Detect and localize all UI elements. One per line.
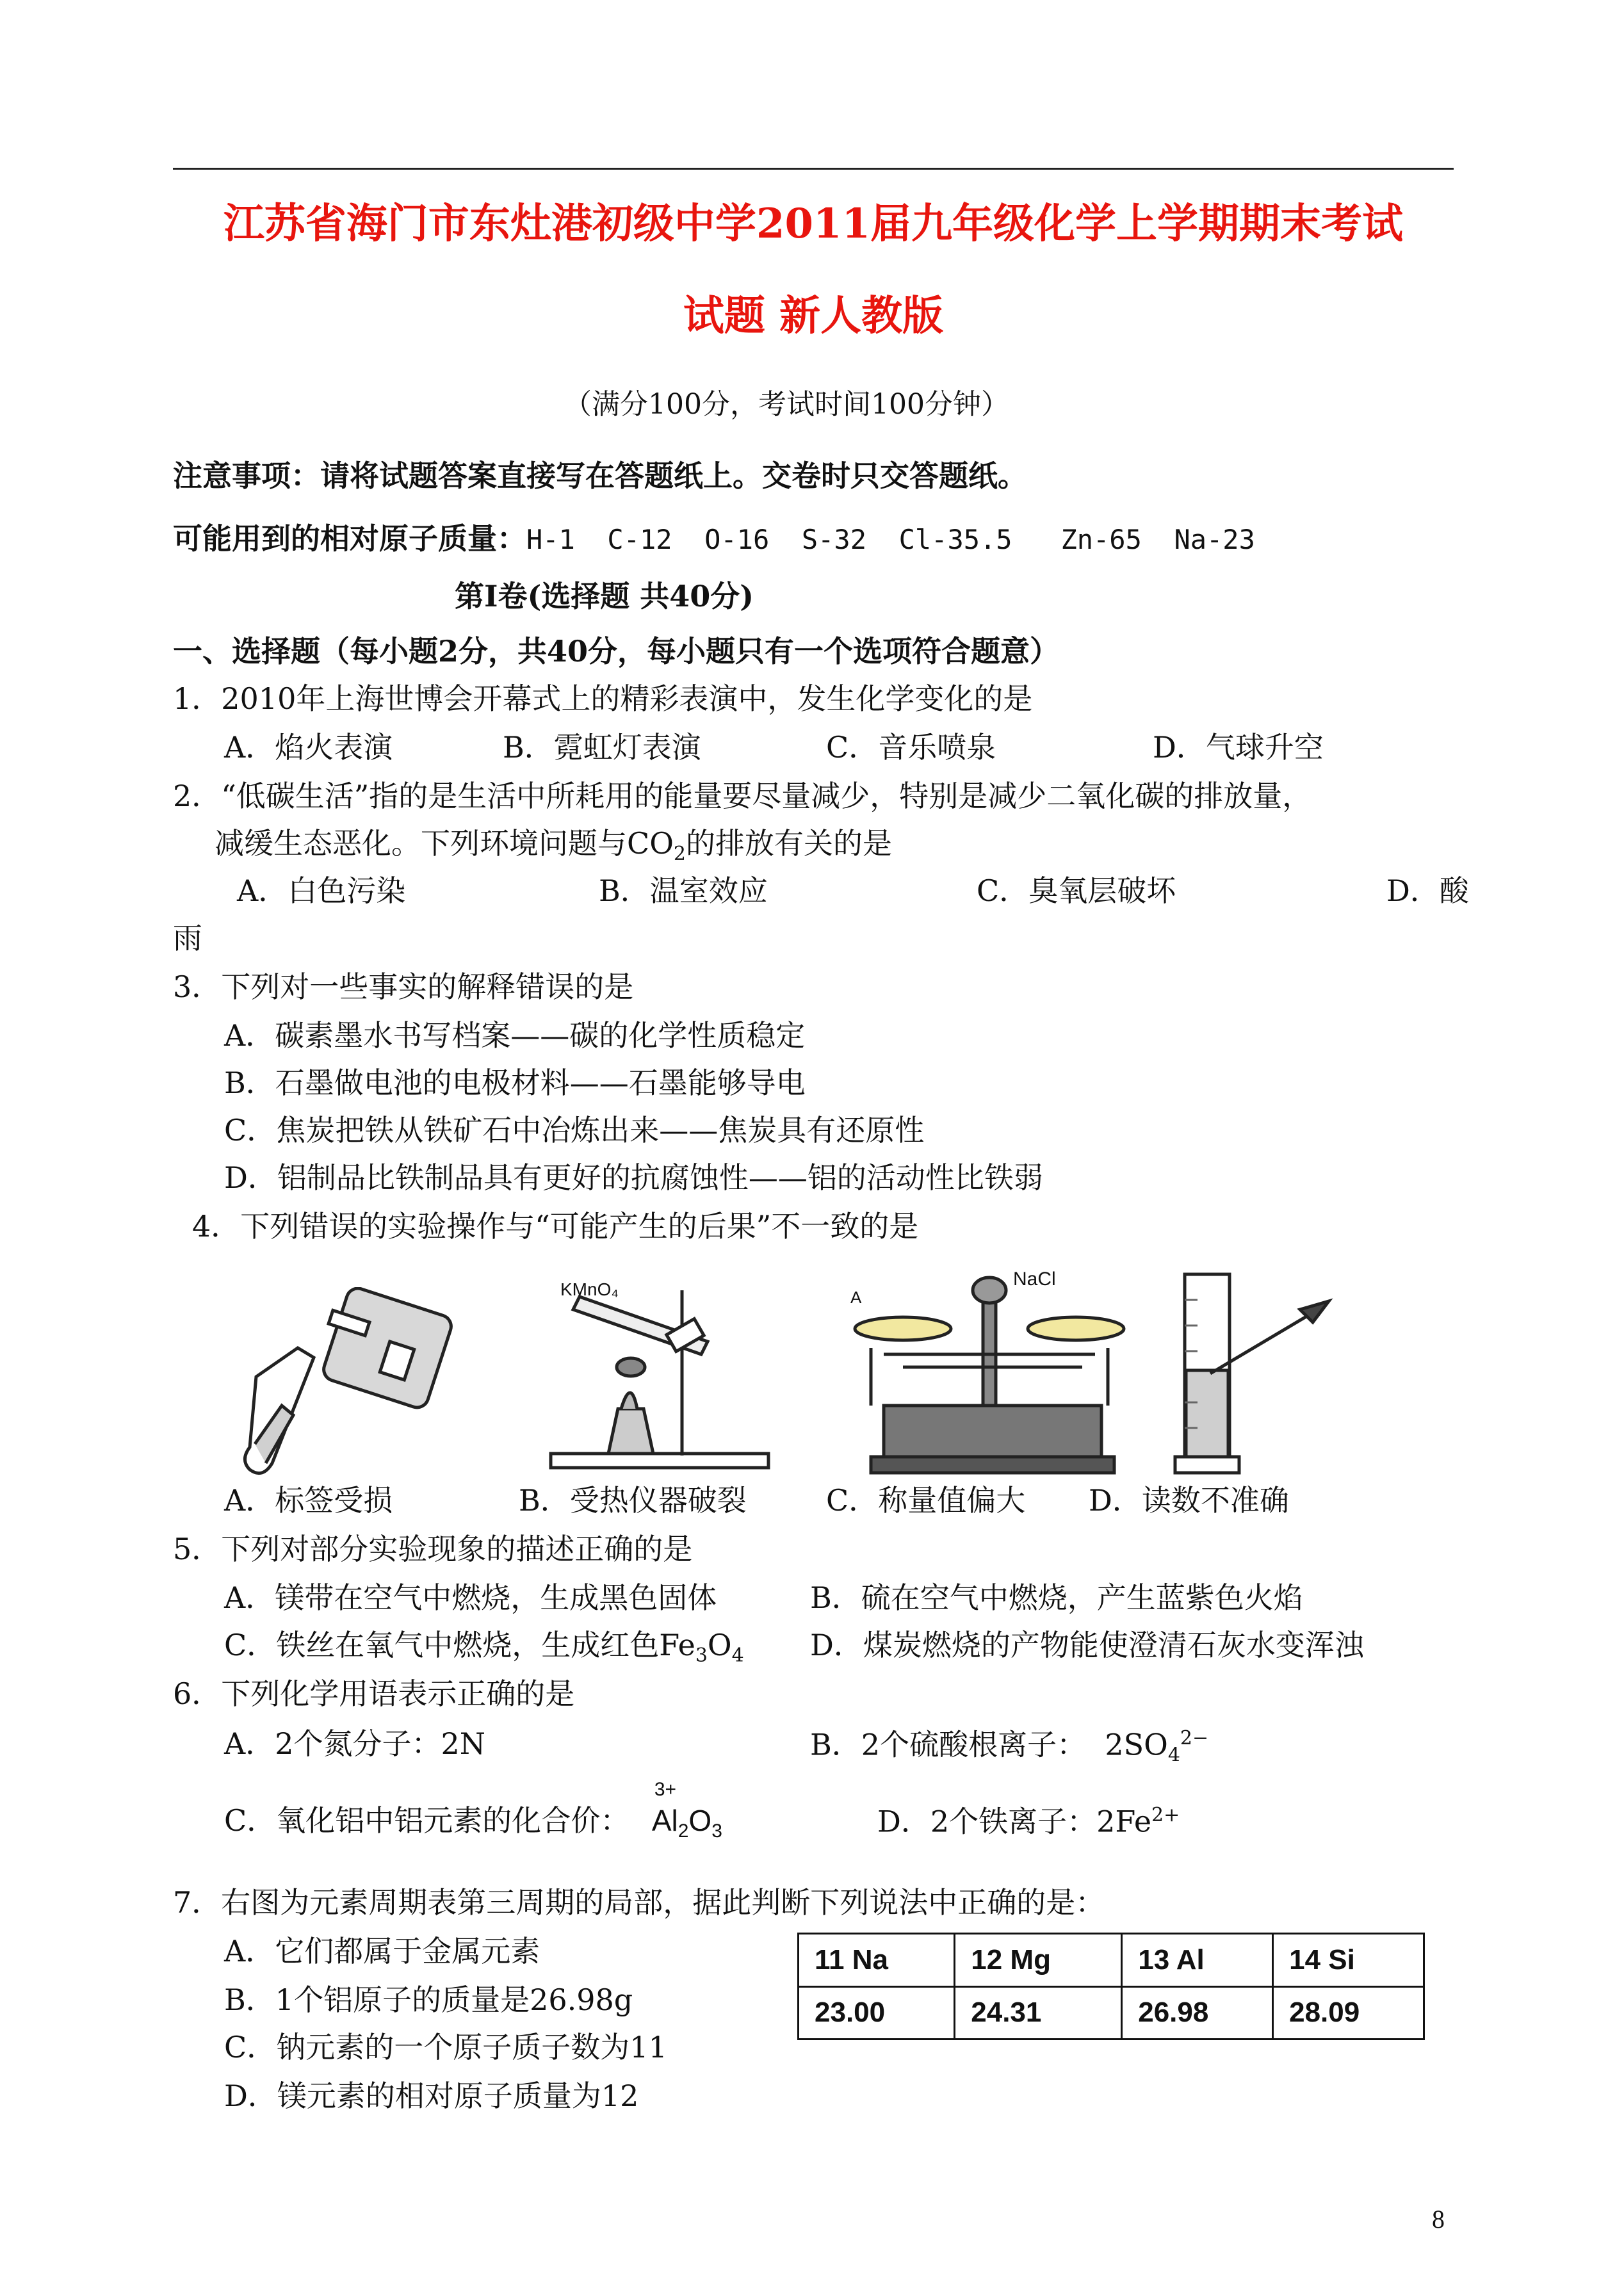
mass-cell-na: 23.00 [799, 1986, 955, 2040]
mass-cell-si: 28.09 [1273, 1986, 1424, 2040]
q6-b-superscript: 2− [1180, 1727, 1209, 1749]
figure-nacl-label: NaCl [1013, 1269, 1056, 1290]
periodic-table-fragment [797, 1933, 1425, 2040]
q6-al2o3-formula [651, 1779, 722, 1842]
q7-option-d: D．镁元素的相对原子质量为12 [224, 2079, 639, 2113]
q6-b-subscript: 4 [1167, 1744, 1180, 1767]
figure-cylinder-reading [1172, 1261, 1345, 1479]
header-rule [173, 168, 1454, 170]
q2-option-b: B．温室效应 [599, 873, 768, 908]
q2-option-c: C．臭氧层破坏 [977, 873, 1176, 908]
q6-formula-o: O [688, 1804, 712, 1837]
q6-option-c-text: C．氧化铝中铝元素的化合价： [224, 1803, 630, 1838]
q3-option-a: A．碳素墨水书写档案——碳的化学性质稳定 [224, 1018, 806, 1053]
q5-option-d: D．煤炭燃烧的产物能使澄清石灰水变浑浊 [810, 1628, 1364, 1662]
q7-stem: 7．右图为元素周期表第三周期的局部，据此判断下列说法中正确的是： [173, 1885, 1105, 1920]
mass-cell-mg: 24.31 [955, 1986, 1122, 2040]
q5-c-subscript-2: 4 [731, 1644, 744, 1667]
section-heading: 一、选择题（每小题2分，共40分，每小题只有一个选项符合题意） [173, 634, 1060, 669]
q1-option-b: B．霓虹灯表演 [503, 730, 701, 765]
q6-formula-sub1: 2 [678, 1821, 689, 1842]
exam-title-line2: 试题 新人教版 [683, 292, 944, 340]
q4-option-d: D．读数不准确 [1089, 1483, 1289, 1518]
q2-stem-line1: 2．“低碳生活”指的是生活中所耗用的能量要尽量减少，特别是减少二氧化碳的排放量， [173, 779, 1312, 813]
q6-option-b-text: B．2个硫酸根离子： 2SO [810, 1727, 1168, 1762]
atomic-mass-values: H-1 C-12 O-16 S-32 Cl-35.5 Zn-65 Na-23 [526, 524, 1255, 555]
q3-option-b: B．石墨做电池的电极材料——石墨能够导电 [224, 1066, 806, 1100]
q5-stem: 5．下列对部分实验现象的描述正确的是 [173, 1532, 693, 1566]
atomic-mass-label: 可能用到的相对原子质量： [173, 521, 526, 556]
q4-option-c: C．称量值偏大 [826, 1483, 1026, 1518]
figure-a-label: A [850, 1288, 862, 1307]
q5-c-subscript-1: 3 [695, 1644, 708, 1667]
q1-stem: 1．2010年上海世博会开幕式上的精彩表演中，发生化学变化的是 [173, 681, 1033, 716]
q2-co2-subscript: 2 [673, 843, 686, 866]
q4-stem: 4．下列错误的实验操作与“可能产生的后果”不一致的是 [192, 1209, 919, 1244]
q1-option-a: A．焰火表演 [224, 730, 393, 765]
q6-d-superscript: 2+ [1151, 1804, 1180, 1826]
q3-option-c: C．焦炭把铁从铁矿石中冶炼出来——焦炭具有还原性 [224, 1113, 925, 1148]
exam-title-line1: 江苏省海门市东灶港初级中学2011届九年级化学上学期期末考试 [223, 200, 1404, 248]
figure-pouring-liquid [237, 1287, 467, 1479]
q7-option-c: C．钠元素的一个原子质子数为11 [224, 2030, 667, 2064]
q2-stem-line2 [215, 826, 893, 866]
q6-formula-sub2: 3 [711, 1821, 722, 1842]
atomic-mass-line [173, 521, 1255, 556]
q5-option-b: B．硫在空气中燃烧，产生蓝紫色火焰 [810, 1580, 1303, 1615]
element-cell-al: 13 Al [1122, 1934, 1273, 1987]
mass-cell-al: 26.98 [1122, 1986, 1273, 2040]
volume-title: 第Ⅰ卷(选择题 共40分) [455, 579, 754, 613]
periodic-table-row-elements [799, 1934, 1424, 1987]
q6-valence-mark: 3+ [654, 1779, 677, 1800]
q2-stem-part2: 的排放有关的是 [686, 826, 893, 861]
q7-option-a: A．它们都属于金属元素 [224, 1934, 540, 1968]
q5-option-c-text: C．铁丝在氧气中燃烧，生成红色Fe [224, 1628, 695, 1662]
q7-option-b: B．1个铝原子的质量是26.98g [224, 1983, 633, 2017]
q4-option-b: B．受热仪器破裂 [519, 1483, 747, 1518]
notice-line: 注意事项：请将试题答案直接写在答题纸上。交卷时只交答题纸。 [173, 458, 1027, 493]
q6-option-d-text: D．2个铁离子：2Fe [877, 1804, 1152, 1839]
element-cell-si: 14 Si [1273, 1934, 1424, 1987]
q5-option-c [224, 1630, 744, 1666]
q2-stem-part1: 减缓生态恶化。下列环境问题与CO [215, 826, 674, 861]
q6-option-a: A．2个氮分子：2N [224, 1726, 486, 1761]
q2-option-a: A．白色污染 [237, 873, 406, 908]
q6-stem: 6．下列化学用语表示正确的是 [173, 1676, 575, 1711]
q1-option-d: D．气球升空 [1153, 730, 1324, 765]
element-cell-na: 11 Na [799, 1934, 955, 1987]
q1-option-c: C．音乐喷泉 [826, 730, 996, 765]
q3-stem: 3．下列对一些事实的解释错误的是 [173, 969, 634, 1004]
periodic-table-row-masses [799, 1986, 1424, 2040]
q3-option-d: D．铝制品比铁制品具有更好的抗腐蚀性——铝的活动性比铁弱 [224, 1160, 1043, 1195]
figure-kmno4-label: KMnO₄ [560, 1279, 619, 1299]
q2-option-d-continued: 雨 [173, 921, 202, 955]
figure-heating-kmno4 [548, 1265, 778, 1476]
q6-option-c [224, 1779, 722, 1842]
page-number: 8 [1432, 2205, 1445, 2234]
element-cell-mg: 12 Mg [955, 1934, 1122, 1987]
q6-option-b [810, 1729, 1208, 1765]
exam-subtitle: （满分100分，考试时间100分钟） [564, 388, 1009, 421]
q6-option-d [877, 1804, 1180, 1839]
q4-option-a: A．标签受损 [224, 1483, 393, 1518]
q5-option-c-oxygen: O [707, 1628, 732, 1662]
figure-balance-nacl [845, 1258, 1133, 1479]
q2-option-d: D．酸 [1386, 873, 1469, 908]
q5-option-a: A．镁带在空气中燃烧，生成黑色固体 [224, 1580, 717, 1615]
q6-formula-al: Al [651, 1804, 678, 1837]
